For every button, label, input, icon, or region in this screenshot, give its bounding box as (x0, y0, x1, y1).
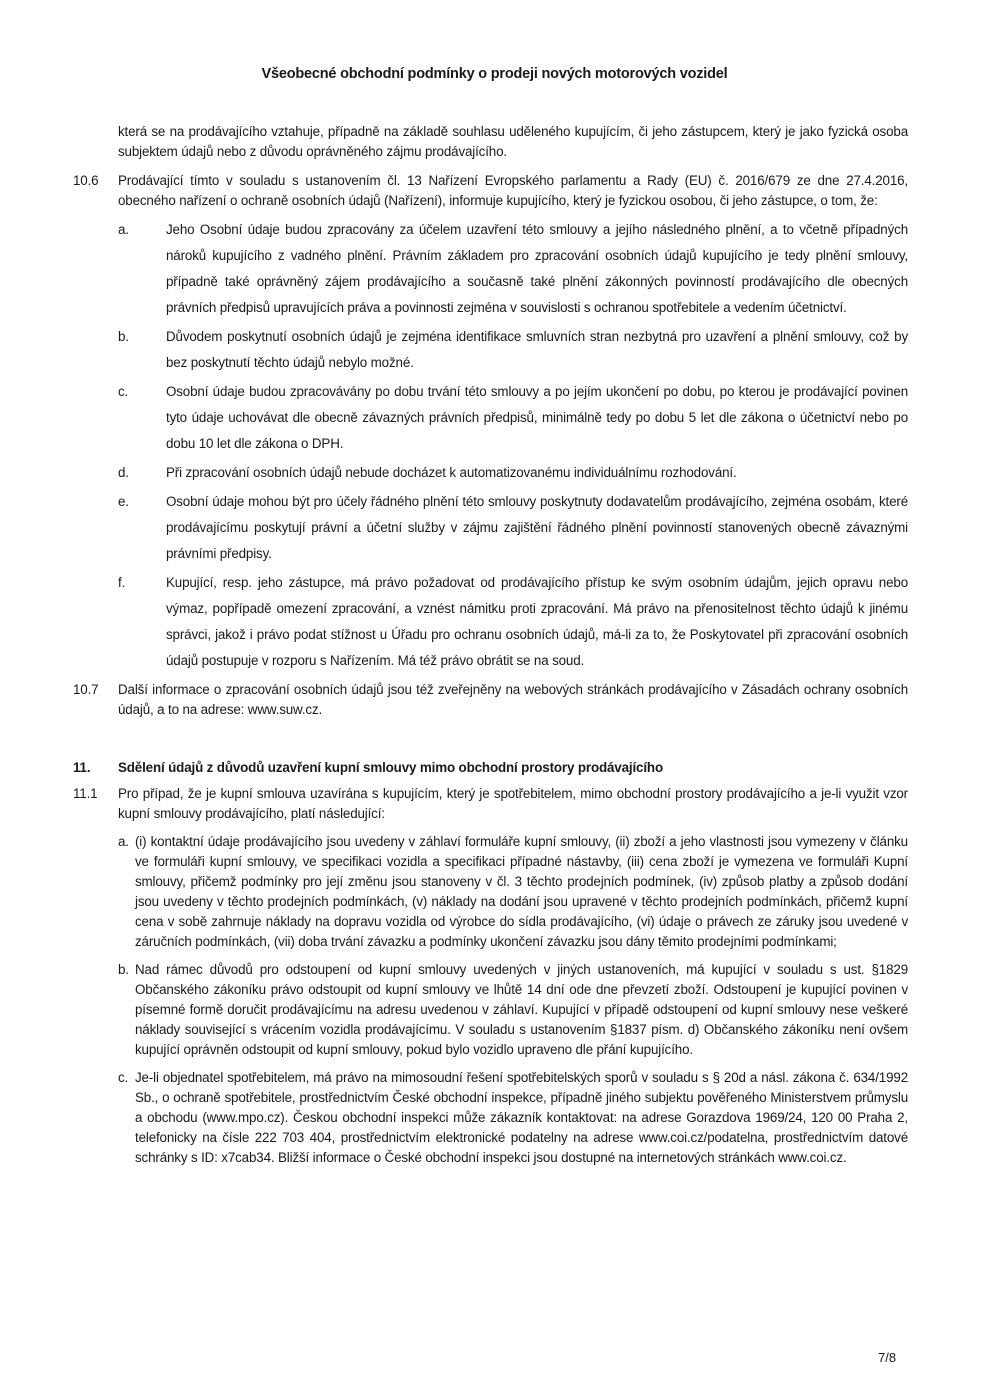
list-item (118, 217, 908, 321)
list-item (118, 489, 908, 567)
document-body (73, 122, 908, 1168)
list-item-text: Osobní údaje budou zpracovávány po dobu trvání této smlouvy a po jejím ukončení po dobu, po kterou je prodávající povinen tyto údaje uchovávat dle obecně závazných právních předpisů, minimálně tedy po dobu 5 let dle zákona o účetnictví nebo po dobu 10 let dle zákona o DPH. (166, 384, 908, 451)
section-text: Pro případ, že je kupní smlouva uzavírána s kupujícím, který je spotřebitelem, mimo obchodní prostory prodávajícího a je-li využit vzor kupní smlouvy prodávajícího, platí následující: (118, 786, 908, 821)
list-item-letter: c. (118, 1070, 129, 1085)
list-item-letter: c. (118, 384, 129, 399)
list-item-letter: f. (118, 575, 126, 590)
list-item (118, 1068, 908, 1168)
list-item-text: Při zpracování osobních údajů nebude docházet k automatizovanému individuálnímu rozhodování. (166, 465, 737, 480)
list-item (118, 460, 908, 486)
section-text: Prodávající tímto v souladu s ustanovením čl. 13 Nařízení Evropského parlamentu a Rady (EU) č. 2016/679 ze dne 27.4.2016, obecného nařízení o ochraně osobních údajů (Nařízení), informuje kupujícího, který je fyzickou osobou, či jeho zástupce, o tom, že: (118, 173, 908, 208)
section-11-heading (73, 758, 908, 778)
list-item-text: (i) kontaktní údaje prodávajícího jsou uvedeny v záhlaví formuláře kupní smlouvy, (ii) zboží a jeho vlastnosti jsou vymezeny v článku ve formuláři kupní smlouvy, ve specifikaci vozidla a specifikaci případné nástavby, (iii) cena zboží je vymezena ve formuláři Kupní smlouvy, přičemž podmínky pro její změnu jsou stanoveny v čl. 3 těchto prodejních podmínek, (iv) způsob platby a způsob dodání jsou uvedeny v těchto prodejních podmínkách, (v) náklady na dodání jsou upravené v těchto prodejních podmínkách, přičemž kupní cena v sobě zahrnuje náklady na dopravu vozidla od výrobce do sídla prodávajícího, (vi) údaje o právech ze záruky jsou uvedené v záručních podmínkách, (vii) doba trvání závazku a podmínky ukončení závazku jsou dány těmito prodejními podmínkami; (135, 834, 908, 949)
section-number: 10.7 (73, 682, 99, 697)
list-item-text: Jeho Osobní údaje budou zpracovány za účelem uzavření této smlouvy a jejího následného plnění, a to včetně případných nároků kupujícího z vadného plnění. Právním základem pro zpracování osobních údajů kupujícího je tedy plnění smlouvy, případně také oprávněný zájem prodávajícího a současně také plnění zákonných povinností prodávajícího dle obecných právních předpisů upravujících práva a povinnosti zejména v souvislosti s ochranou spotřebitele a vedením účetnictví. (166, 222, 908, 315)
list-item-text: Nad rámec důvodů pro odstoupení od kupní smlouvy uvedených v jiných ustanoveních, má kupující v souladu s ust. §1829 Občanského zákoníku právo odstoupit od kupní smlouvy ve lhůtě 14 dní ode dne převzetí zboží. Odstoupení je kupující povinen v písemné formě doručit prodávajícímu na adresu uvedenou v záhlaví. Kupující v případě odstoupení od kupní smlouvy nese veškeré náklady související s vrácením vozidla prodávajícímu. V souladu s ustanovením §1837 písm. d) Občanského zákoníku není ovšem kupující oprávněn odstoupit od kupní smlouvy, pokud bylo vozidlo upraveno dle přání kupujícího. (135, 962, 908, 1057)
intro-paragraph: která se na prodávajícího vztahuje, případně na základě souhlasu uděleného kupujícím, či jeho zástupcem, který je jako fyzická osoba subjektem údajů nebo z důvodu oprávněného zájmu prodávajícího. (118, 124, 908, 159)
list-item-text: Kupující, resp. jeho zástupce, má právo požadovat od prodávajícího přístup ke svým osobním údajům, jejich opravu nebo výmaz, popřípadě omezení zpracování, a vznést námitku proti zpracování. Má právo na přenositelnost těchto údajů k jinému správci, jakož i právo podat stížnost u Úřadu pro ochranu osobních údajů, má-li za to, že Poskytovatel při zpracování osobních údajů postupuje v rozporu s Nařízením. Má též právo obrátit se na soud. (166, 575, 908, 668)
section-11-1-list (118, 832, 908, 1168)
list-item (118, 324, 908, 376)
list-item-letter: b. (118, 962, 129, 977)
list-item-letter: a. (118, 222, 129, 237)
section-number: 11. (73, 760, 91, 775)
list-item (118, 379, 908, 457)
document-header-title: Všeobecné obchodní podmínky o prodeji nových motorových vozidel (261, 66, 728, 82)
list-item-text: Je-li objednatel spotřebitelem, má právo na mimosoudní řešení spotřebitelských sporů v souladu s § 20d a násl. zákona č. 634/1992 Sb., o ochraně spotřebitele, prostřednictvím České obchodní inspekce, případně jiného subjektu pověřeného Ministerstvem průmyslu a obchodu (www.mpo.cz). Českou obchodní inspekci může zákazník kontaktovat: na adrese Gorazdova 1969/24, 120 00 Praha 2, telefonicky na čísle 222 703 404, prostřednictvím elektronické podatelny na adrese www.coi.cz/podatelna, prostřednictvím datové schránky s ID: x7cab34. Bližší informace o České obchodní inspekci jsou dostupné na internetových stránkách www.coi.cz. (135, 1070, 908, 1165)
list-item (118, 960, 908, 1060)
list-item-letter: b. (118, 329, 129, 344)
section-number: 11.1 (73, 786, 98, 801)
list-item-text: Důvodem poskytnutí osobních údajů je zejména identifikace smluvních stran nezbytná pro uzavření a plnění smlouvy, což by bez poskytnutí těchto údajů nebylo možné. (166, 329, 908, 370)
section-10-6-list (118, 217, 908, 674)
page-number: 7/8 (878, 1350, 897, 1365)
section-number: 10.6 (73, 173, 99, 188)
list-item-letter: e. (118, 494, 129, 509)
section-text: Další informace o zpracování osobních údajů jsou též zveřejněny na webových stránkách prodávajícího v Zásadách ochrany osobních údajů, a to na adrese: www.suw.cz. (118, 682, 908, 717)
list-item (118, 570, 908, 674)
section-heading: Sdělení údajů z důvodů uzavření kupní smlouvy mimo obchodní prostory prodávajícího (118, 760, 663, 775)
list-item-text: Osobní údaje mohou být pro účely řádného plnění této smlouvy poskytnuty dodavatelům prodávajícího, zejména osobám, které prodávajícímu poskytují právní a účetní služby v zájmu zajištění řádného plnění povinností stanovených obecně závaznými právními předpisy. (166, 494, 908, 561)
section-10-7 (73, 680, 908, 720)
section-11-1 (73, 784, 908, 824)
list-item (118, 832, 908, 952)
list-item-letter: d. (118, 465, 129, 480)
section-10-6 (73, 171, 908, 211)
list-item-letter: a. (118, 834, 129, 849)
